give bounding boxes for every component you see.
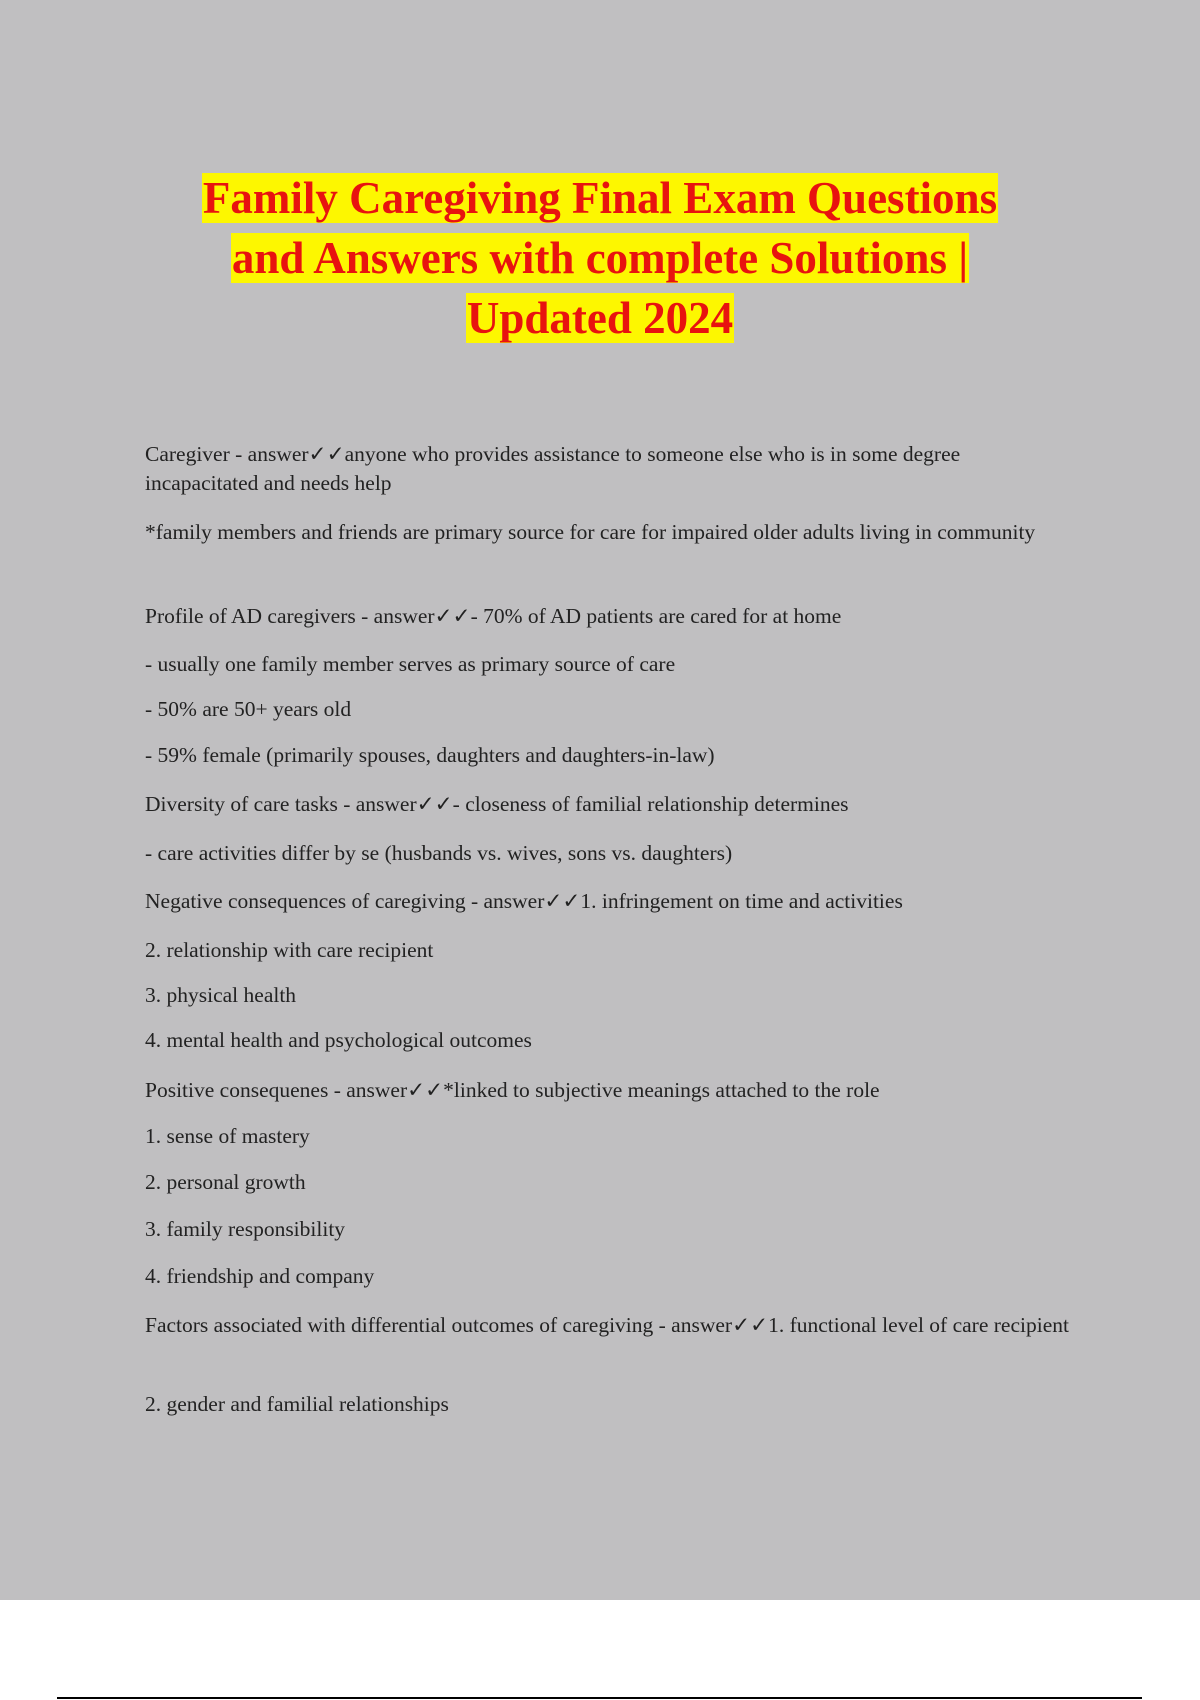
paragraph-positive-consequences: Positive consequenes - answer✓✓*linked to subjective meanings attached to the role: [145, 1078, 880, 1102]
paragraph-negative-item-3: 3. physical health: [145, 983, 297, 1007]
title-line-3: [0, 288, 1200, 348]
footer-divider: [57, 1697, 1142, 1699]
paragraph-positive-item-3: 3. family responsibility: [145, 1217, 346, 1241]
title-line-2: [0, 228, 1200, 288]
title-line-1-text: Family Caregiving Final Exam Questions: [202, 173, 998, 223]
paragraph-positive-item-4: 4. friendship and company: [145, 1264, 375, 1288]
paragraph-primary-source-of-care: - usually one family member serves as primary source of care: [145, 652, 676, 676]
paragraph-differential-outcomes: Factors associated with differential outcomes of caregiving - answer✓✓1. functional level of care recipient: [145, 1313, 1069, 1337]
paragraph-care-activities-differ: - care activities differ by se (husbands vs. wives, sons vs. daughters): [145, 841, 733, 865]
paragraph-age-statistic: - 50% are 50+ years old: [145, 697, 352, 721]
paragraph-negative-consequences: Negative consequences of caregiving - answer✓✓1. infringement on time and activities: [145, 889, 903, 913]
paragraph-profile-ad-caregivers: Profile of AD caregivers - answer✓✓- 70% of AD patients are cared for at home: [145, 604, 842, 628]
title-line-2-text: and Answers with complete Solutions |: [231, 233, 969, 283]
paragraph-negative-item-2: 2. relationship with care recipient: [145, 938, 434, 962]
title-line-1: [0, 168, 1200, 228]
paragraph-female-statistic: - 59% female (primarily spouses, daughters and daughters-in-law): [145, 743, 715, 767]
paragraph-positive-item-1: 1. sense of mastery: [145, 1124, 310, 1148]
title-line-3-text: Updated 2024: [466, 293, 734, 343]
paragraph-differential-item-2: 2. gender and familial relationships: [145, 1392, 449, 1416]
paragraph-positive-item-2: 2. personal growth: [145, 1170, 306, 1194]
paragraph-family-members-note: *family members and friends are primary source for care for impaired older adults living in community: [145, 520, 1036, 544]
paragraph-caregiver-definition: Caregiver - answer✓✓anyone who provides assistance to someone else who is in some degree incapacitated and needs help: [145, 442, 961, 495]
paragraph-diversity-of-care-tasks: Diversity of care tasks - answer✓✓- closeness of familial relationship determines: [145, 792, 849, 816]
document-title: [0, 168, 1200, 348]
paragraph-negative-item-4: 4. mental health and psychological outcomes: [145, 1028, 532, 1052]
